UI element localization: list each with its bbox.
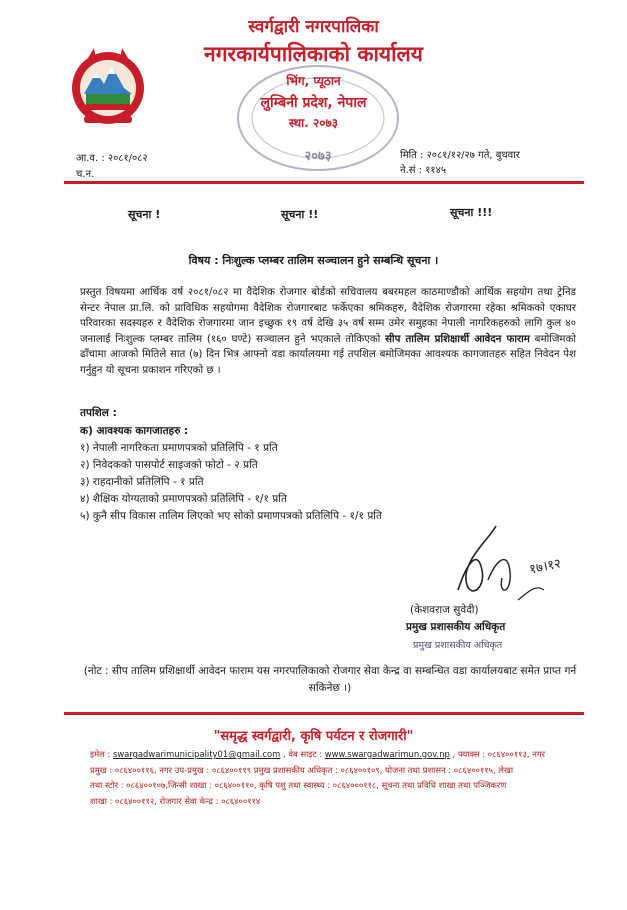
document-item: ३) राहदानीको प्रतिलिपि - १ प्रति (80, 476, 204, 488)
signatory-stamp: प्रमुख प्रशासकीय अधिकृत (413, 640, 503, 651)
office-location: भिंग, प्यूठान (286, 74, 341, 88)
signatory-title: प्रमुख प्रशासकीय अधिकृत (406, 621, 506, 633)
footnote: (नोट : सीप तालिम प्रशिक्षार्थी आवेदन फाराम यस नगरपालिकाको रोजगार सेवा केन्द्र वा सम्बन्धित वडा कार्यालयबाट समेत प्राप्त गर्न सकिनेछ ।) (83, 665, 577, 694)
office-province: लुम्बिनी प्रदेश, नेपाल (260, 95, 367, 111)
documents-heading: क) आवश्यक कागजातहरु : (80, 425, 189, 437)
fax-text: , फ्याक्स : ०८६४००११३, नगर (452, 749, 545, 759)
document-item: १) नेपाली नागरिकता प्रमाणपत्रको प्रतिलिपि - १ प्रति (80, 442, 278, 454)
nepal-sambat: ने.सं : ११४५ (400, 165, 447, 176)
office-seal (228, 56, 408, 174)
body-paragraph (80, 285, 576, 379)
municipality-name: स्वर्गद्वारी नगरपालिका (248, 17, 379, 37)
notice-2: सूचना !! (281, 208, 319, 221)
footer-divider (64, 712, 584, 715)
handwritten-signature (448, 520, 588, 610)
dispatch-no: च.न. (76, 169, 95, 180)
body-text-bold: सीप तालिम प्रशिक्षार्थी आवेदन फाराम (385, 333, 530, 345)
fiscal-year-ref: आ.व. : २०८१/०८२ (76, 153, 148, 164)
signature-date: १७।१२ (528, 556, 563, 578)
office-name: नगरकार्यपालिकाको कार्यालय (204, 42, 423, 66)
slogan: "समृद्ध स्वर्गद्वारी, कृषि पर्यटन र रोजगारी" (213, 729, 414, 744)
document-item: २) निवेदकको पासपोर्ट साइजको फोटो - २ प्रति (80, 459, 258, 471)
email-label: इमेल : (90, 749, 111, 759)
body-text-2: बमोजिमको ढाँचामा आजको मितिले सात (७) दिन भित्र आफ्नो वडा कार्यालयमा गई तपशिल बमोजिमका आवश्यक कागजातहरु सहित निवेदन पेश गर्नुहुन यो सूचना प्रकाशन गरिएको छ । (80, 333, 576, 376)
document-item: ५) कुनै सीप विकास तालिम लिएको भए सोको प्रमाणपत्रको प्रतिलिपि - १/१ प्रति (80, 510, 382, 522)
notice-1: सूचना ! (128, 208, 161, 221)
website-label: , वेब साइट : (283, 749, 323, 759)
notice-3: सूचना !!! (450, 206, 493, 219)
email-link[interactable]: swargadwarimunicipality01@gmail.com (112, 749, 281, 759)
header-divider (64, 181, 584, 184)
contact-line: प्रमुख : ०८६४००११६, नगर उप-प्रमुख : ०८६४००११९ प्रमुख प्रशासकीय अधिकृत : ०८६४००१०९, योजना तथा प्रशासन : ०८६४००११५, लेखा (90, 764, 514, 775)
office-established: स्था. २०७३ (289, 116, 338, 130)
signatory-name: (केशवराज सुवेदी) (410, 604, 479, 616)
body-text-1: प्रस्तुत विषयमा आर्थिक वर्ष २०८१/०८२ मा वैदेशिक रोजगार बोर्डको सचिवालय बबरमहल काठमाण्डौको आर्थिक सहयोग तथा ट्रेनिड सेन्टर नेपाल प्रा.लि. को प्राविधिक सहयोगमा वैदेशिक रोजगारबाट फर्केएका श्रमिकहरु, वैदेशिक रोजगारमा रहेका श्रमिकको एकाघर परिवारका सदस्यहरु र वैदेशिक रोजगारमा जान इच्छुक १९ वर्ष देखि ३५ वर्ष सम्म उमेर समुहका नेपाली नागरिकहरुको लागि कुल ४० जनालाई निःशुल्क प्लम्बर तालिम (१६० घण्टे) सञ्चालन हुने भएकाले तोकिएको (80, 287, 577, 345)
website-link[interactable]: www.swargadwarimun.gov.np (324, 749, 450, 759)
issue-date: मिति : २०८१/१२/२७ गते, बुधवार (400, 150, 520, 161)
contact-line: तथा स्टोर : ०८६४००१०७,जिन्सी शाखा : ०८६४००११०, कृषि पशु तथा स्वास्थ्य : ०८६४०००११८, सूचना तथा प्रविधि शाखा तथा पञ्जिकरण (90, 780, 507, 790)
seal-year: २०७३ (304, 149, 332, 164)
tapsil-heading: तपशिल : (80, 407, 117, 419)
contact-line: शाखा : ०८६४००११२, रोजगार सेवा केन्द्र : ०८६४००११४ (90, 795, 261, 806)
subject-line: विषय : निःशुल्क प्लम्बर तालिम सञ्चालन हुने सम्बन्धि सूचना । (188, 254, 439, 267)
contact-footer (90, 747, 590, 809)
document-item: ४) शैक्षिक योग्यताको प्रमाणपत्रको प्रतिलिपि - १/१ प्रति (80, 493, 287, 505)
